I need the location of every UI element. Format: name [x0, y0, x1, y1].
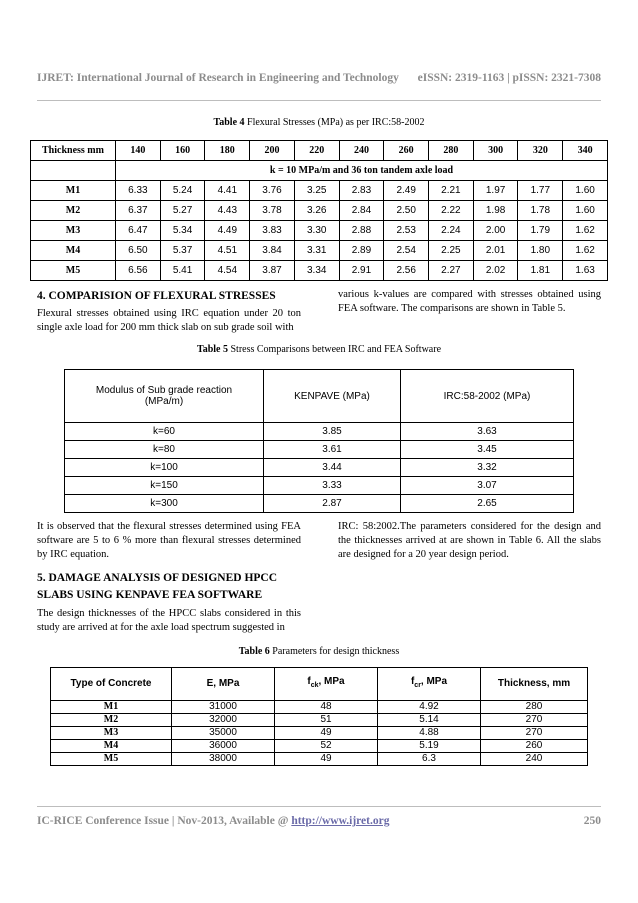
row-label: M2: [31, 201, 116, 221]
table-cell: 49: [275, 753, 378, 766]
table-cell: 6.47: [116, 221, 161, 241]
table-row: [51, 701, 588, 714]
table-cell: 2.22: [429, 201, 474, 221]
table-cell: 2.87: [264, 495, 401, 513]
table-cell: 2.01: [473, 241, 518, 261]
table-cell: 3.45: [401, 441, 574, 459]
row-label: M3: [31, 221, 116, 241]
table-cell: 3.61: [264, 441, 401, 459]
table-cell: k=300: [65, 495, 264, 513]
table4-blank-cell: [31, 161, 116, 181]
table-cell: 6.3: [378, 753, 481, 766]
table5-header: Modulus of Sub grade reaction (MPa/m): [65, 370, 264, 423]
table-cell: 31000: [172, 701, 275, 714]
table-cell: 3.07: [401, 477, 574, 495]
table-cell: 3.44: [264, 459, 401, 477]
table-cell: 3.25: [294, 181, 339, 201]
fcr-base: f: [410, 676, 415, 687]
fcr-sub: cr: [414, 682, 421, 689]
fck-sub: ck: [310, 682, 319, 689]
table-row: [65, 495, 574, 513]
table-row: [51, 714, 588, 727]
table4-thickness: 320: [518, 141, 563, 161]
table-cell: 3.31: [294, 241, 339, 261]
table-cell: 270: [481, 714, 588, 727]
table-cell: 4.49: [205, 221, 250, 241]
header-divider: [37, 100, 601, 101]
table-cell: 2.50: [384, 201, 429, 221]
table-cell: 51: [275, 714, 378, 727]
page-number: 250: [583, 815, 601, 827]
table-cell: 2.00: [473, 221, 518, 241]
table4-caption-text: Flexural Stresses (MPa) as per IRC:58-2002: [244, 117, 425, 128]
page-header: [37, 72, 601, 84]
row-label: M5: [31, 261, 116, 281]
table-cell: 2.49: [384, 181, 429, 201]
table-cell: 2.91: [339, 261, 384, 281]
table6-header-e: E, MPa: [172, 668, 275, 701]
table-cell: 52: [275, 740, 378, 753]
table4-corner: Thickness mm: [31, 141, 116, 161]
page-footer: [37, 815, 601, 827]
table-cell: k=60: [65, 423, 264, 441]
table-cell: 4.51: [205, 241, 250, 261]
table-cell: 6.37: [116, 201, 161, 221]
row-label: M1: [31, 181, 116, 201]
journal-issn: eISSN: 2319-1163 | pISSN: 2321-7308: [417, 72, 601, 84]
table-cell: 2.88: [339, 221, 384, 241]
table-cell: 2.84: [339, 201, 384, 221]
row-label: M1: [51, 701, 172, 714]
table6-header-row: [51, 668, 588, 701]
table4-thickness: 280: [429, 141, 474, 161]
table-cell: 240: [481, 753, 588, 766]
table-cell: 1.77: [518, 181, 563, 201]
table-cell: 1.60: [563, 201, 608, 221]
table6-header-fck: [275, 668, 378, 701]
table-cell: 3.30: [294, 221, 339, 241]
table4-subheader: k = 10 MPa/m and 36 ton tandem axle load: [116, 161, 608, 181]
section4-heading: 4. COMPARISION OF FLEXURAL STRESSES: [37, 290, 276, 302]
table-cell: 3.63: [401, 423, 574, 441]
table-cell: 3.78: [250, 201, 295, 221]
table-cell: 2.65: [401, 495, 574, 513]
table-cell: 2.21: [429, 181, 474, 201]
table-cell: 2.89: [339, 241, 384, 261]
fck-base: f: [307, 676, 311, 687]
table-cell: 3.34: [294, 261, 339, 281]
table-cell: 2.25: [429, 241, 474, 261]
table-row: [31, 261, 608, 281]
table6-header-type: Type of Concrete: [51, 668, 172, 701]
table-cell: 260: [481, 740, 588, 753]
row-label: M4: [31, 241, 116, 261]
footer-prefix: IC-RICE Conference Issue | Nov-2013, Available @: [37, 815, 292, 827]
table-cell: 48: [275, 701, 378, 714]
table-cell: 1.62: [563, 221, 608, 241]
row-label: M4: [51, 740, 172, 753]
table-cell: 32000: [172, 714, 275, 727]
section4-right-text: various k-values are compared with stresses obtained using FEA software. The comparisons are shown in Table 5.: [338, 289, 601, 314]
table-row: [31, 221, 608, 241]
footer-citation: [37, 815, 389, 827]
table-cell: 5.37: [160, 241, 205, 261]
table-cell: 4.54: [205, 261, 250, 281]
table-row: [31, 181, 608, 201]
table-cell: 5.14: [378, 714, 481, 727]
table4-thickness: 160: [160, 141, 205, 161]
irc-parameters-text: IRC: 58:2002.The parameters considered for the design and the thicknesses arrived at are shown in Table 6. All the slabs are designed for a 20 year design period.: [338, 521, 601, 560]
table-row: [51, 753, 588, 766]
table-cell: 1.79: [518, 221, 563, 241]
table-row: [65, 477, 574, 495]
fck-unit: , MPa: [318, 676, 345, 687]
table-row: [51, 740, 588, 753]
table4-caption-label: Table 4: [213, 117, 245, 128]
table5-header: IRC:58-2002 (MPa): [401, 370, 574, 423]
journal-link[interactable]: http://www.ijret.org: [291, 815, 390, 827]
table-row: [31, 241, 608, 261]
row-label: M3: [51, 727, 172, 740]
section5-text: The design thicknesses of the HPCC slabs considered in this study are arrived at for the axle load spectrum suggested in: [37, 608, 301, 633]
table5-header: KENPAVE (MPa): [264, 370, 401, 423]
table-cell: 1.60: [563, 181, 608, 201]
table-cell: 3.84: [250, 241, 295, 261]
section5-heading-line1: 5. DAMAGE ANALYSIS OF DESIGNED HPCC: [37, 572, 278, 584]
table-cell: 1.62: [563, 241, 608, 261]
table-cell: 1.97: [473, 181, 518, 201]
table-cell: 5.19: [378, 740, 481, 753]
section4-left-text: Flexural stresses obtained using IRC equation under 20 ton single axle load for 200 mm thick slab on sub grade soil with: [37, 308, 301, 333]
table-cell: 2.24: [429, 221, 474, 241]
table-cell: 5.24: [160, 181, 205, 201]
table-cell: 2.54: [384, 241, 429, 261]
table-cell: 38000: [172, 753, 275, 766]
table6: [50, 667, 588, 766]
table-cell: k=150: [65, 477, 264, 495]
table4-thickness: 180: [205, 141, 250, 161]
table-cell: 36000: [172, 740, 275, 753]
table4-thickness: 200: [250, 141, 295, 161]
table4-thickness: 300: [473, 141, 518, 161]
table-cell: 6.33: [116, 181, 161, 201]
table5-caption: [0, 344, 638, 355]
table-cell: 4.43: [205, 201, 250, 221]
table-cell: 1.63: [563, 261, 608, 281]
table4: [30, 140, 608, 281]
table-cell: 3.33: [264, 477, 401, 495]
table4-subheader-row: [31, 161, 608, 181]
table-cell: 6.50: [116, 241, 161, 261]
table6-header-thickness: Thickness, mm: [481, 668, 588, 701]
table-cell: 3.26: [294, 201, 339, 221]
table6-caption: [0, 646, 638, 657]
table-cell: 3.87: [250, 261, 295, 281]
observation-text: It is observed that the flexural stresses determined using FEA software are 5 to 6 % more than flexural stresses determined by IRC equation.: [37, 521, 301, 560]
section5-heading-line2: SLABS USING KENPAVE FEA SOFTWARE: [37, 589, 263, 601]
table6-header-fcr: [378, 668, 481, 701]
table-cell: 2.56: [384, 261, 429, 281]
table-cell: 6.56: [116, 261, 161, 281]
row-label: M5: [51, 753, 172, 766]
table-cell: 4.92: [378, 701, 481, 714]
table-cell: 5.41: [160, 261, 205, 281]
table-cell: 1.80: [518, 241, 563, 261]
table4-header-row: [31, 141, 608, 161]
table-cell: 270: [481, 727, 588, 740]
table5: [64, 369, 574, 513]
table-cell: 3.76: [250, 181, 295, 201]
row-label: M2: [51, 714, 172, 727]
table-cell: 3.32: [401, 459, 574, 477]
table4-thickness: 240: [339, 141, 384, 161]
journal-title: IJRET: International Journal of Research in Engineering and Technology: [37, 72, 399, 84]
table6-caption-label: Table 6: [238, 646, 270, 657]
table-cell: 2.02: [473, 261, 518, 281]
table-cell: 5.27: [160, 201, 205, 221]
table4-thickness: 220: [294, 141, 339, 161]
table-cell: 1.78: [518, 201, 563, 221]
table-cell: 5.34: [160, 221, 205, 241]
table-row: [65, 441, 574, 459]
table-cell: 1.81: [518, 261, 563, 281]
table6-caption-text: Parameters for design thickness: [269, 646, 400, 657]
table-cell: 1.98: [473, 201, 518, 221]
table4-thickness: 260: [384, 141, 429, 161]
table5-header-row: [65, 370, 574, 423]
table4-thickness: 340: [563, 141, 608, 161]
table-cell: k=80: [65, 441, 264, 459]
footer-divider: [37, 806, 601, 807]
table5-caption-text: Stress Comparisons between IRC and FEA Software: [227, 344, 442, 355]
table4-thickness: 140: [116, 141, 161, 161]
table-cell: 4.88: [378, 727, 481, 740]
table-cell: k=100: [65, 459, 264, 477]
table-cell: 2.53: [384, 221, 429, 241]
table-row: [65, 459, 574, 477]
table-row: [51, 727, 588, 740]
table-cell: 3.83: [250, 221, 295, 241]
table-cell: 2.83: [339, 181, 384, 201]
table-cell: 35000: [172, 727, 275, 740]
table-cell: 280: [481, 701, 588, 714]
table-cell: 4.41: [205, 181, 250, 201]
table-row: [31, 201, 608, 221]
table5-caption-label: Table 5: [196, 344, 228, 355]
table-cell: 2.27: [429, 261, 474, 281]
table-cell: 3.85: [264, 423, 401, 441]
fcr-unit: , MPa: [420, 676, 448, 687]
table-cell: 49: [275, 727, 378, 740]
table4-caption: [0, 117, 638, 128]
table-row: [65, 423, 574, 441]
